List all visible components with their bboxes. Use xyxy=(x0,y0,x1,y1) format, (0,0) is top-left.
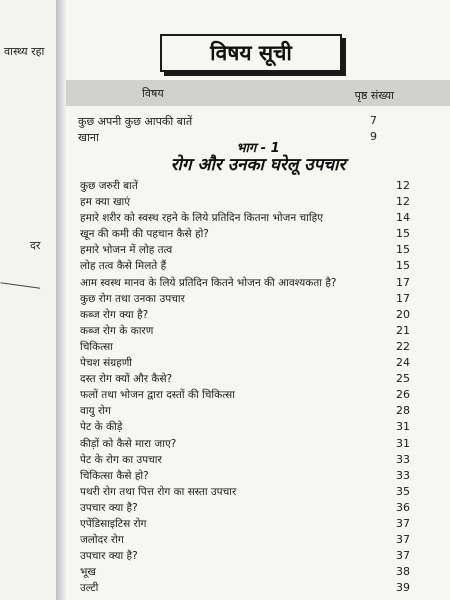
entry-page: 31 xyxy=(396,420,410,434)
entry-page: 26 xyxy=(396,388,410,402)
entry-title: एपेंडिसाइटिस रोग xyxy=(80,517,147,530)
entry-page: 39 xyxy=(396,581,410,595)
entry-page: 17 xyxy=(396,291,410,305)
entry-page: 37 xyxy=(396,549,410,563)
entry-title: लोह तत्व कैसे मिलते हैं xyxy=(80,260,167,273)
list-item xyxy=(80,437,410,453)
entry-page: 9 xyxy=(370,130,377,143)
entry-page: 25 xyxy=(396,372,410,386)
entry-page: 15 xyxy=(396,259,410,273)
entry-page: 17 xyxy=(396,275,410,289)
column-header-subject: विषय xyxy=(142,87,164,100)
entry-title: भूख xyxy=(80,566,96,579)
list-item xyxy=(80,276,410,292)
list-item xyxy=(80,179,410,195)
part-label: भाग - 1 xyxy=(236,141,280,156)
entry-title: खून की कमी की पहचान कैसे हो? xyxy=(80,228,209,241)
entry-page: 12 xyxy=(396,179,410,192)
entry-title: उपचार क्या है? xyxy=(80,501,138,514)
entry-title: चिकित्सा कैसे हो? xyxy=(80,469,149,482)
list-item xyxy=(80,356,410,372)
entry-title: पेट के कीड़े xyxy=(80,421,123,434)
list-item xyxy=(80,469,410,485)
entry-page: 28 xyxy=(396,404,410,418)
entry-title: कुछ जरुरी बातें xyxy=(80,180,138,192)
part-title: रोग और उनका घरेलू उपचार xyxy=(170,155,346,175)
left-page xyxy=(0,0,57,600)
list-item xyxy=(80,259,410,275)
contents-page xyxy=(66,0,450,600)
left-page-text-fragment: दर xyxy=(30,239,41,252)
entry-page: 21 xyxy=(396,323,410,337)
list-item xyxy=(80,195,410,211)
list-item xyxy=(80,549,410,565)
list-item xyxy=(80,324,410,340)
entry-page: 14 xyxy=(396,211,410,225)
entry-page: 15 xyxy=(396,227,410,241)
entry-page: 33 xyxy=(396,452,410,466)
list-item xyxy=(80,485,410,501)
entry-title: पेट के रोग का उपचार xyxy=(80,453,162,466)
entry-title: वायु रोग xyxy=(80,405,111,418)
column-header-page: पृष्ठ संख्या xyxy=(354,89,394,102)
list-item xyxy=(80,308,410,324)
contents-list xyxy=(80,179,410,597)
entry-page: 31 xyxy=(396,436,410,450)
entry-page: 36 xyxy=(396,500,410,514)
entry-title: कब्ज रोग क्या है? xyxy=(80,308,149,321)
left-page-curve xyxy=(0,282,40,293)
list-item xyxy=(80,292,410,308)
list-item xyxy=(80,565,410,581)
list-item xyxy=(80,340,410,356)
entry-title: हमारे भोजन में लोह तत्व xyxy=(80,244,173,257)
entry-page: 33 xyxy=(396,468,410,482)
entry-page: 20 xyxy=(396,307,410,321)
book-spine xyxy=(56,0,66,600)
list-item xyxy=(80,372,410,388)
entry-page: 37 xyxy=(396,533,410,547)
entry-title: कुछ अपनी कुछ आपकी बातें xyxy=(78,115,193,128)
entry-page: 15 xyxy=(396,243,410,257)
list-item xyxy=(80,533,410,549)
entry-title: जलोदर रोग xyxy=(80,534,124,547)
entry-page: 35 xyxy=(396,484,410,498)
list-item xyxy=(80,388,410,404)
list-item xyxy=(80,517,410,533)
entry-title: कुछ रोग तथा उनका उपचार xyxy=(80,292,185,305)
entry-title: खाना xyxy=(78,131,99,144)
list-item xyxy=(80,420,410,436)
page-title-box xyxy=(160,34,342,72)
entry-title: चिकित्सा xyxy=(80,340,113,353)
list-item xyxy=(80,581,410,597)
list-item xyxy=(80,243,410,259)
entry-title: पथरी रोग तथा पित्त रोग का सस्ता उपचार xyxy=(80,485,237,498)
entry-title: हम क्या खाएं xyxy=(80,196,131,209)
entry-title: पेचश संग्रहणी xyxy=(80,357,133,370)
entry-title: उल्टी xyxy=(80,582,99,595)
list-item xyxy=(80,501,410,517)
entry-page: 22 xyxy=(396,339,410,353)
entry-title: कब्ज रोग के कारण xyxy=(80,324,154,337)
entry-title: फलों तथा भोजन द्वारा दस्तों की चिकित्सा xyxy=(80,389,236,402)
list-item xyxy=(80,453,410,469)
list-item xyxy=(80,404,410,420)
left-page-text-fragment: वास्थ्य रहा xyxy=(4,45,45,58)
entry-title: कीड़ों को कैसे मारा जाए? xyxy=(80,437,177,450)
list-item xyxy=(80,211,410,227)
entry-page: 12 xyxy=(396,195,410,209)
entry-title: दस्त रोग क्यों और कैसे? xyxy=(80,373,173,386)
entry-page: 38 xyxy=(396,565,410,579)
entry-title: उपचार क्या है? xyxy=(80,550,138,563)
list-item xyxy=(78,114,378,130)
entry-title: हमारे शरीर को स्वस्थ रहने के लिये प्रतिदिन कितना भोजन चाहिए xyxy=(80,212,323,225)
entry-page: 37 xyxy=(396,516,410,530)
entry-title: आम स्वस्थ मानव के लिये प्रतिदिन कितने भोजन की आवश्यकता है? xyxy=(80,276,337,289)
entry-page: 24 xyxy=(396,356,410,370)
entry-page: 7 xyxy=(370,114,377,127)
list-item xyxy=(80,227,410,243)
page-title: विषय सूची xyxy=(210,41,292,65)
